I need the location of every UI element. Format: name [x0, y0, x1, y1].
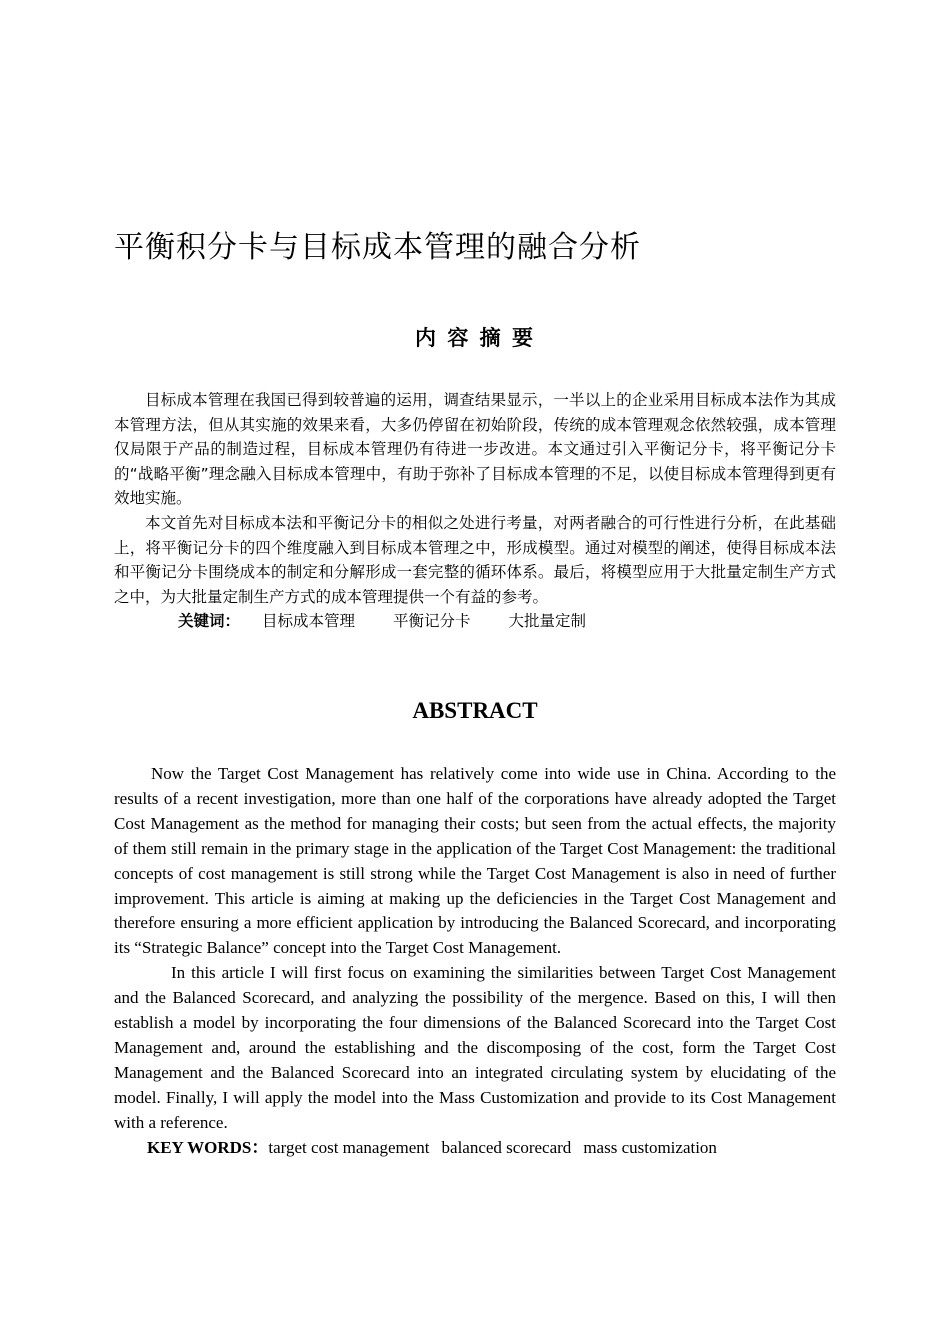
en-abstract-paragraph: In this article I will first focus on examining the similarities between Target Cost Management and the Balanced Scorecard, and analyzing the possibility of the mergence. Based on this, I will then establish a model by incorporating the four dimensions of the Balanced Scorecard into the Target Cost Management and, around the establishing and the discomposing of the cost, form the Target Cost Management and the Balanced Scorecard into an integrated circulating system by elucidating of the model. Finally, I will apply the model into the Mass Customization and provide to its Cost Management with a reference. [114, 963, 836, 1132]
en-abstract-heading: ABSTRACT [412, 698, 538, 723]
cn-keyword: 大批量定制 [508, 612, 587, 631]
cn-abstract-body [114, 388, 836, 634]
en-keywords-line [114, 1136, 836, 1161]
en-keyword: mass customization [583, 1137, 717, 1157]
paper-title: 平衡积分卡与目标成本管理的融合分析 [114, 230, 641, 265]
cn-abstract-paragraph: 本文首先对目标成本法和平衡记分卡的相似之处进行考量，对两者融合的可行性进行分析，在此基础上，将平衡记分卡的四个维度融入到目标成本管理之中，形成模型。通过对模型的阐述，使得目标成本法和平衡记分卡围绕成本的制定和分解形成一套完整的循环体系。最后，将模型应用于大批量定制生产方式之中，为大批量定制生产方式的成本管理提供一个有益的参考。 [114, 513, 836, 606]
cn-keyword: 目标成本管理 [262, 612, 356, 631]
en-abstract-paragraph: Now the Target Cost Management has relatively come into wide use in China. According to the results of a recent investigation, more than one half of the corporations have already adopted the Target Cost Management as the method for managing their costs; but seen from the actual effects, the majority of them still remain in the primary stage in the application of the Target Cost Management: the traditional concepts of cost management is still strong while the Target Cost Management is also in need of further improvement. This article is aiming at making up the deficiencies in the Target Cost Management and therefore ensuring a more efficient application by introducing the Balanced Scorecard, and incorporating its “Strategic Balance” concept into the Target Cost Management. [114, 764, 836, 958]
cn-abstract-paragraph: 目标成本管理在我国已得到较普遍的运用，调查结果显示，一半以上的企业采用目标成本法作为其成本管理方法，但从其实施的效果来看，大多仍停留在初始阶段，传统的成本管理观念依然较强，成本管理仅局限于产品的制造过程，目标成本管理仍有待进一步改进。本文通过引入平衡记分卡，将平衡记分卡的“战略平衡”理念融入目标成本管理中，有助于弥补了目标成本管理的不足，以使目标成本管理得到更有效地实施。 [114, 391, 836, 508]
cn-keywords-line [114, 609, 836, 634]
en-keywords-label: KEY WORDS： [147, 1137, 269, 1157]
en-keyword: target cost management [268, 1137, 430, 1157]
cn-keywords-label: 关键词： [178, 612, 241, 631]
en-abstract-body [114, 762, 836, 1161]
cn-keyword: 平衡记分卡 [393, 612, 471, 631]
cn-abstract-heading: 内 容 摘 要 [415, 326, 535, 350]
en-keyword: balanced scorecard [441, 1137, 572, 1157]
